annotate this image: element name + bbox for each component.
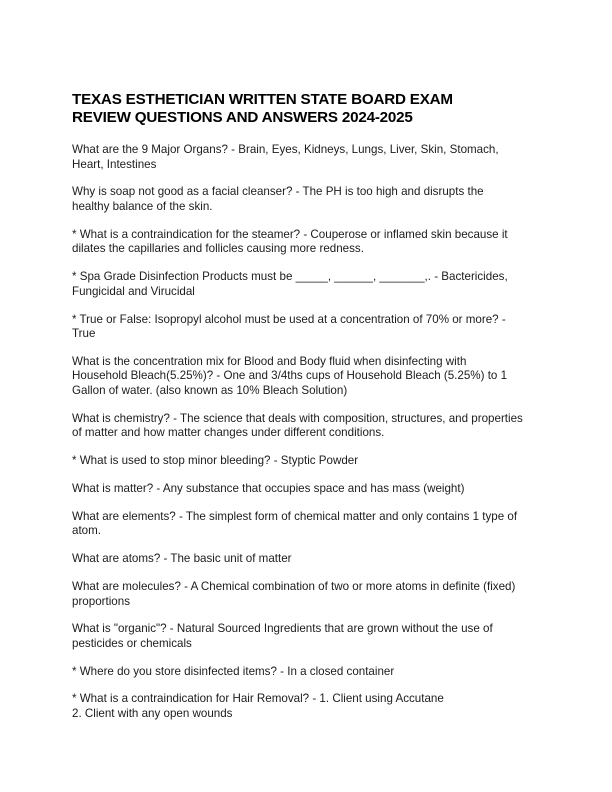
document-page: [72, 91, 546, 735]
qa-item: What are the 9 Major Organs? - Brain, Eyes, Kidneys, Lungs, Liver, Skin, Stomach, Heart, Intestines: [72, 143, 499, 171]
qa-item: * Spa Grade Disinfection Products must be _____, ______, _______,. - Bactericides, Fungicidal and Virucidal: [72, 270, 508, 298]
qa-item: What is the concentration mix for Blood and Body fluid when disinfecting with Household Bleach(5.25%)? - One and 3/4ths cups of Household Bleach (5.25%) to 1 Gallon of water. (also known as 10% Bleach Solution): [72, 354, 508, 398]
qa-item: What are molecules? - A Chemical combination of two or more atoms in definite (fixed) proportions: [72, 579, 516, 608]
qa-item: What are elements? - The simplest form of chemical matter and only contains 1 type of atom.: [72, 509, 518, 538]
qa-item: Why is soap not good as a facial cleanser? - The PH is too high and disrupts the healthy balance of the skin.: [72, 185, 484, 213]
qa-item: * What is a contraindication for Hair Removal? - 1. Client using Accutane 2. Client with any open wounds: [72, 692, 444, 721]
qa-item: * Where do you store disinfected items? - In a closed container: [72, 664, 395, 678]
qa-item: What is matter? - Any substance that occupies space and has mass (weight): [72, 482, 465, 495]
document-title: TEXAS ESTHETICIAN WRITTEN STATE BOARD EXAM REVIEW QUESTIONS AND ANSWERS 2024-2025: [72, 91, 453, 126]
qa-item: * What is a contraindication for the steamer? - Couperose or inflamed skin because it dilates the capillaries and follicles causing more redness.: [72, 227, 508, 256]
qa-item: * What is used to stop minor bleeding? - Styptic Powder: [72, 454, 359, 468]
qa-item: What are atoms? - The basic unit of matter: [72, 552, 292, 566]
qa-item: What is chemistry? - The science that deals with composition, structures, and properties of matter and how matter changes under different conditions.: [72, 411, 523, 440]
qa-item: What is "organic"? - Natural Sourced Ingredients that are grown without the use of pesticides or chemicals: [72, 622, 493, 650]
qa-item: * True or False: Isopropyl alcohol must be used at a concentration of 70% or more? - True: [72, 312, 506, 341]
